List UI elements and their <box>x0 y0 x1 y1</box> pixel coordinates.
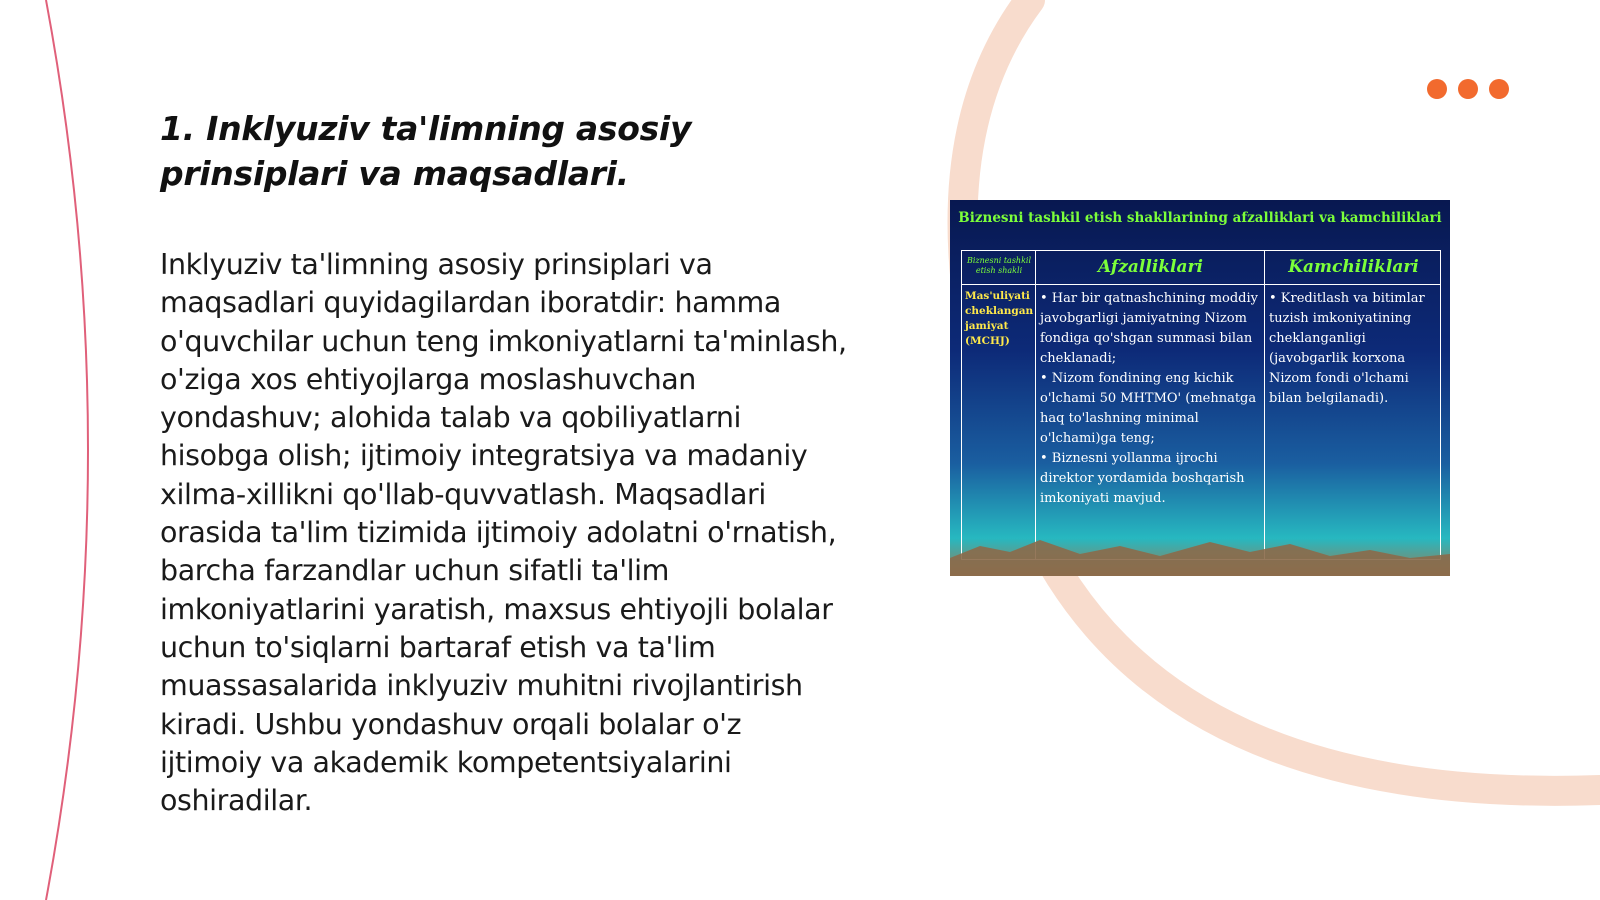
embedded-slide-image <box>950 200 1450 576</box>
left-accent-curve <box>46 0 88 900</box>
slide-body-text: Inklyuziv ta'limning asosiy prinsiplari va maqsadlari quyidagilardan iboratdir: hamma o'quvchilar uchun teng imkoniyatlarni ta'minlash, o'ziga xos ehtiyojlarga moslashuvchan yondashuv; alohida talab va qobiliyatlarni hisobga olish; ijtimoiy integratsiya va madaniy xilma-xillikni qo'llab-quvvatlash. Maqsadlari orasida ta'lim tizimida ijtimoiy adolatni o'rnatish, barcha farzandlar uchun sifatli ta'lim imkoniyatlarini yaratish, maxsus ehtiyojli bolalar uchun to'siqlarni bartaraf etish va ta'lim muassasalarida inklyuziv muhitni rivojlantirish kiradi. Ushbu yondashuv orqali bolalar o'z ijtimoiy va akademik kompetentsiyalarini oshiradilar. <box>160 248 847 818</box>
mountains-graphic <box>950 516 1450 576</box>
table-row-label: Mas'uliyati cheklangan jamiyat (MCHJ) <box>965 290 1034 347</box>
table-cell-advantages: • Har bir qatnashchining moddiy javobgarligi jamiyatning Nizom fondiga qo'shgan summasi bilan cheklanadi; • Nizom fondining eng kichik o'lchami 50 MHTMO' (mehnatga haq to'lashning minimal o'lchami)ga teng; • Biznesni yollanma ijrochi direktor yordamida boshqarish imkoniyati mavjud. <box>1040 291 1258 506</box>
embedded-image-title: Biznesni tashkil etish shakllarining afzalliklari va kamchiliklari <box>958 210 1442 226</box>
table-header-advantages: Afzalliklari <box>1098 257 1203 277</box>
embedded-table <box>961 250 1441 560</box>
table-cell-disadvantages: • Kreditlash va bitimlar tuzish imkoniyatining cheklanganligi (javobgarlik korxona Nizom fondi o'lchami bilan belgilanadi). <box>1269 291 1425 406</box>
dot-icon <box>1458 79 1478 99</box>
table-header-divider <box>962 284 1440 285</box>
dot-icon <box>1489 79 1509 99</box>
dot-icon <box>1427 79 1447 99</box>
table-header-disadvantages: Kamchiliklari <box>1288 257 1419 277</box>
menu-dots <box>1427 79 1509 99</box>
table-header-form: Biznesni tashkil etish shakli <box>966 256 1032 275</box>
slide-title: 1. Inklyuziv ta'limning asosiy prinsiplari va maqsadlari. <box>160 109 692 193</box>
